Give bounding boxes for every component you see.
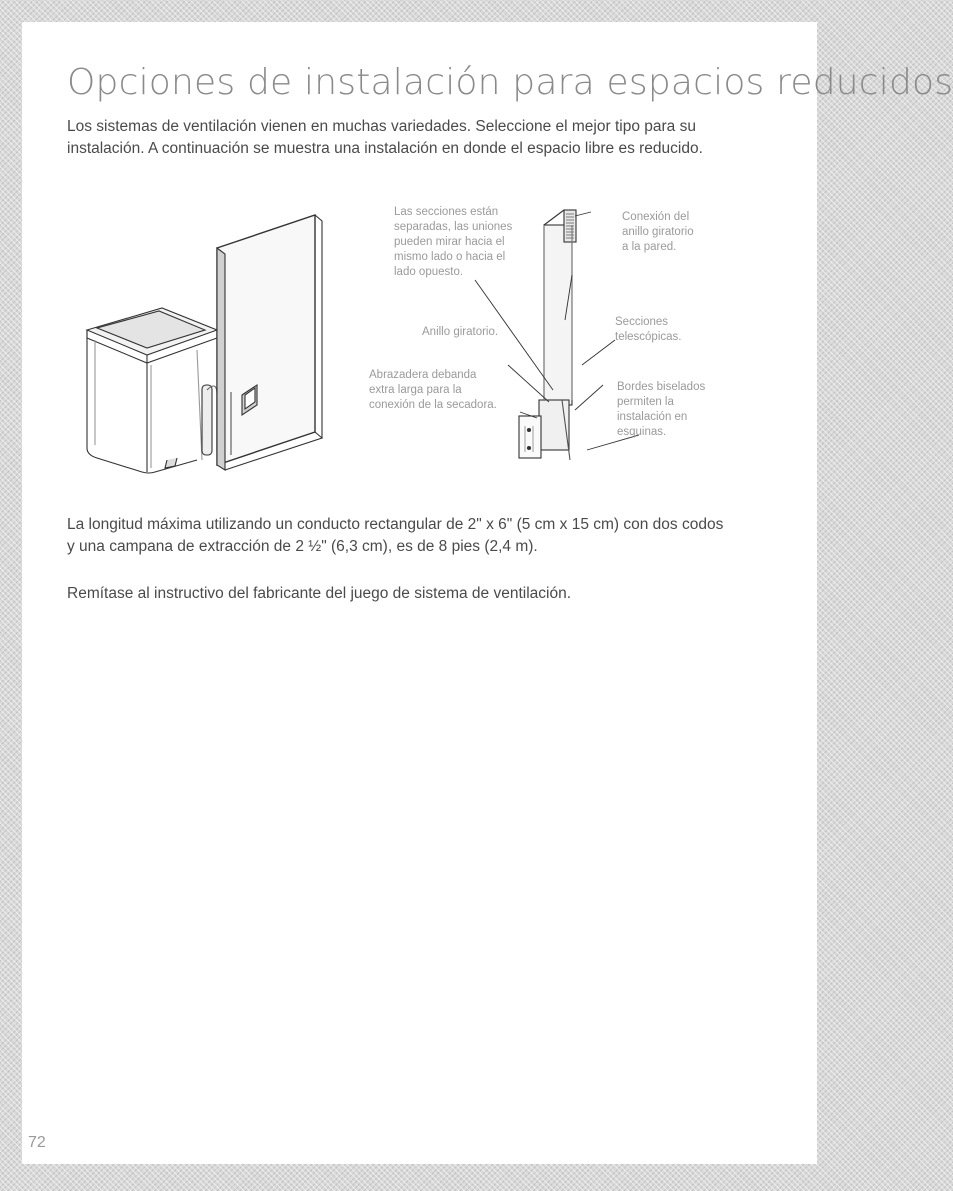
label-separated-sections-line-3: pueden mirar hacia el <box>394 236 505 248</box>
label-band-clamp-line-1: Abrazadera debanda <box>369 369 477 381</box>
label-beveled-edges-line-2: permiten la <box>617 396 674 408</box>
label-separated-sections <box>394 205 512 280</box>
label-telescoping-sections <box>615 315 681 345</box>
label-swivel-ring-connection-line-2: anillo giratorio <box>622 226 694 238</box>
max-length-line-1: La longitud máxima utilizando un conducto rectangular de 2" x 6" (5 cm x 15 cm) con dos codos <box>67 516 724 533</box>
intro-line-1: Los sistemas de ventilación vienen en muchas variedades. Seleccione el mejor tipo para su <box>67 118 696 135</box>
label-separated-sections-line-1: Las secciones están <box>394 206 499 218</box>
page-title: Opciones de instalación para espacios reducidos <box>67 62 953 103</box>
manual-page <box>22 22 953 1164</box>
page-number: 72 <box>28 1134 46 1151</box>
intro-line-2: instalación. A continuación se muestra una instalación en donde el espacio libre es reducido. <box>67 140 703 157</box>
max-length-paragraph <box>67 514 723 558</box>
label-swivel-ring-connection <box>622 210 694 255</box>
label-telescoping-sections-line-1: Secciones <box>615 316 669 328</box>
label-swivel-ring <box>422 325 498 340</box>
label-separated-sections-line-2: separadas, las uniones <box>394 221 513 233</box>
label-beveled-edges-line-1: Bordes biselados <box>617 381 706 393</box>
installation-figure <box>67 180 787 500</box>
dryer-vent-hose <box>202 385 217 455</box>
label-band-clamp-line-2: extra larga para la <box>369 384 462 396</box>
label-telescoping-sections-line-2: telescópicas. <box>615 331 682 343</box>
label-beveled-edges-line-3: instalación en <box>617 411 688 423</box>
wall-panel <box>217 215 322 470</box>
label-separated-sections-line-4: mismo lado o hacia el <box>394 251 506 263</box>
reference-paragraph: Remítase al instructivo del fabricante del juego de sistema de ventilación. <box>67 585 572 602</box>
label-band-clamp-line-3: conexión de la secadora. <box>369 399 497 411</box>
label-swivel-ring-line-1: Anillo giratorio. <box>422 326 499 338</box>
label-band-clamp <box>369 368 497 413</box>
dryer-illustration <box>87 308 217 473</box>
label-swivel-ring-connection-line-3: a la pared. <box>622 241 677 253</box>
label-beveled-edges <box>617 380 705 440</box>
intro-paragraph <box>67 116 703 160</box>
label-separated-sections-line-5: lado opuesto. <box>394 266 464 278</box>
label-beveled-edges-line-4: esquinas. <box>617 426 667 438</box>
periscope-vent <box>519 210 576 460</box>
max-length-line-2: y una campana de extracción de 2 ½" (6,3 cm), es de 8 pies (2,4 m). <box>67 538 538 555</box>
label-swivel-ring-connection-line-1: Conexión del <box>622 211 690 223</box>
